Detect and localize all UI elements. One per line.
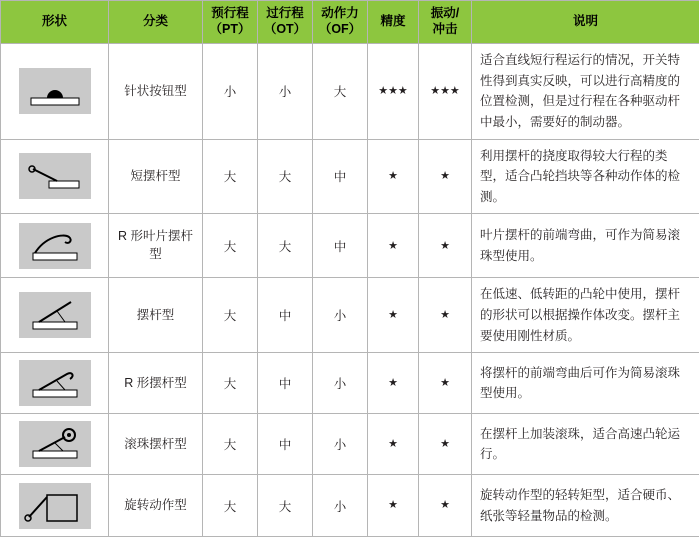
pin-plunger-icon xyxy=(19,68,91,114)
table-row xyxy=(1,278,699,353)
pretravel-cell: 大 xyxy=(203,139,258,214)
column-header-operating-force: 动作力 （OF） xyxy=(313,1,368,44)
pretravel-cell: 大 xyxy=(203,414,258,475)
column-header-accuracy: 精度 xyxy=(368,1,419,44)
shape-figure-cell xyxy=(1,278,109,353)
column-header-pretravel: 预行程 （PT） xyxy=(203,1,258,44)
shape-figure-cell xyxy=(1,214,109,278)
shape-figure-cell xyxy=(1,414,109,475)
category-cell: 旋转动作型 xyxy=(109,475,203,537)
accuracy-cell: ★★★ xyxy=(368,44,419,140)
vibration-cell: ★★★ xyxy=(419,44,472,140)
vibration-cell: ★ xyxy=(419,353,472,414)
accuracy-cell: ★ xyxy=(368,139,419,214)
description-cell: 利用摆杆的挠度取得较大行程的类型，适合凸轮挡块等各种动作体的检测。 xyxy=(472,139,699,214)
shape-figure-cell xyxy=(1,353,109,414)
table-row xyxy=(1,139,699,214)
category-cell: 滚珠摆杆型 xyxy=(109,414,203,475)
description-cell: 在摆杆上加装滚珠，适合高速凸轮运行。 xyxy=(472,414,699,475)
accuracy-cell: ★ xyxy=(368,353,419,414)
r-leaf-lever-icon xyxy=(19,223,91,269)
vibration-cell: ★ xyxy=(419,139,472,214)
table-row xyxy=(1,353,699,414)
vibration-cell: ★ xyxy=(419,278,472,353)
operating-force-cell: 小 xyxy=(313,414,368,475)
overtravel-cell: 大 xyxy=(258,214,313,278)
category-cell: R 形摆杆型 xyxy=(109,353,203,414)
operating-force-cell: 小 xyxy=(313,475,368,537)
accuracy-cell: ★ xyxy=(368,414,419,475)
column-header-overtravel: 过行程 （OT） xyxy=(258,1,313,44)
vibration-cell: ★ xyxy=(419,475,472,537)
accuracy-cell: ★ xyxy=(368,278,419,353)
operating-force-cell: 中 xyxy=(313,214,368,278)
overtravel-cell: 中 xyxy=(258,414,313,475)
table-row xyxy=(1,214,699,278)
description-cell: 旋转动作型的轻转矩型，适合硬币、纸张等轻量物品的检测。 xyxy=(472,475,699,537)
accuracy-cell: ★ xyxy=(368,214,419,278)
category-cell: 针状按钮型 xyxy=(109,44,203,140)
operating-force-cell: 中 xyxy=(313,139,368,214)
r-lever-icon xyxy=(19,360,91,406)
overtravel-cell: 小 xyxy=(258,44,313,140)
column-header-category: 分类 xyxy=(109,1,203,44)
category-cell: 短摆杆型 xyxy=(109,139,203,214)
pretravel-cell: 大 xyxy=(203,353,258,414)
shape-figure-cell xyxy=(1,44,109,140)
table-header xyxy=(1,1,699,44)
overtravel-cell: 中 xyxy=(258,278,313,353)
table-row xyxy=(1,44,699,140)
table-row xyxy=(1,475,699,537)
rotary-actuator-icon xyxy=(19,483,91,529)
description-cell: 在低速、低转距的凸轮中使用，摆杆的形状可以根据操作体改变。摆杆主要使用刚性材质。 xyxy=(472,278,699,353)
operating-force-cell: 小 xyxy=(313,353,368,414)
pretravel-cell: 小 xyxy=(203,44,258,140)
category-cell: R 形叶片摆杆型 xyxy=(109,214,203,278)
pretravel-cell: 大 xyxy=(203,278,258,353)
description-cell: 叶片摆杆的前端弯曲，可作为简易滚珠型使用。 xyxy=(472,214,699,278)
pretravel-cell: 大 xyxy=(203,214,258,278)
overtravel-cell: 大 xyxy=(258,475,313,537)
column-header-vibration-shock: 振动/ 冲击 xyxy=(419,1,472,44)
shape-figure-cell xyxy=(1,475,109,537)
table-body xyxy=(1,44,699,537)
overtravel-cell: 大 xyxy=(258,139,313,214)
description-cell: 适合直线短行程运行的情况，开关特性得到真实反映，可以进行高精度的位置检测，但是过行程在各种驱动杆中最小，需要好的制动器。 xyxy=(472,44,699,140)
roller-lever-icon xyxy=(19,421,91,467)
vibration-cell: ★ xyxy=(419,214,472,278)
operating-force-cell: 大 xyxy=(313,44,368,140)
operating-force-cell: 小 xyxy=(313,278,368,353)
short-lever-icon xyxy=(19,153,91,199)
column-header-shape: 形状 xyxy=(1,1,109,44)
vibration-cell: ★ xyxy=(419,414,472,475)
column-header-description: 说明 xyxy=(472,1,699,44)
pretravel-cell: 大 xyxy=(203,475,258,537)
lever-icon xyxy=(19,292,91,338)
table-row xyxy=(1,414,699,475)
overtravel-cell: 中 xyxy=(258,353,313,414)
accuracy-cell: ★ xyxy=(368,475,419,537)
category-cell: 摆杆型 xyxy=(109,278,203,353)
table-header-row xyxy=(1,1,699,44)
shape-figure-cell xyxy=(1,139,109,214)
description-cell: 将摆杆的前端弯曲后可作为简易滚珠型使用。 xyxy=(472,353,699,414)
